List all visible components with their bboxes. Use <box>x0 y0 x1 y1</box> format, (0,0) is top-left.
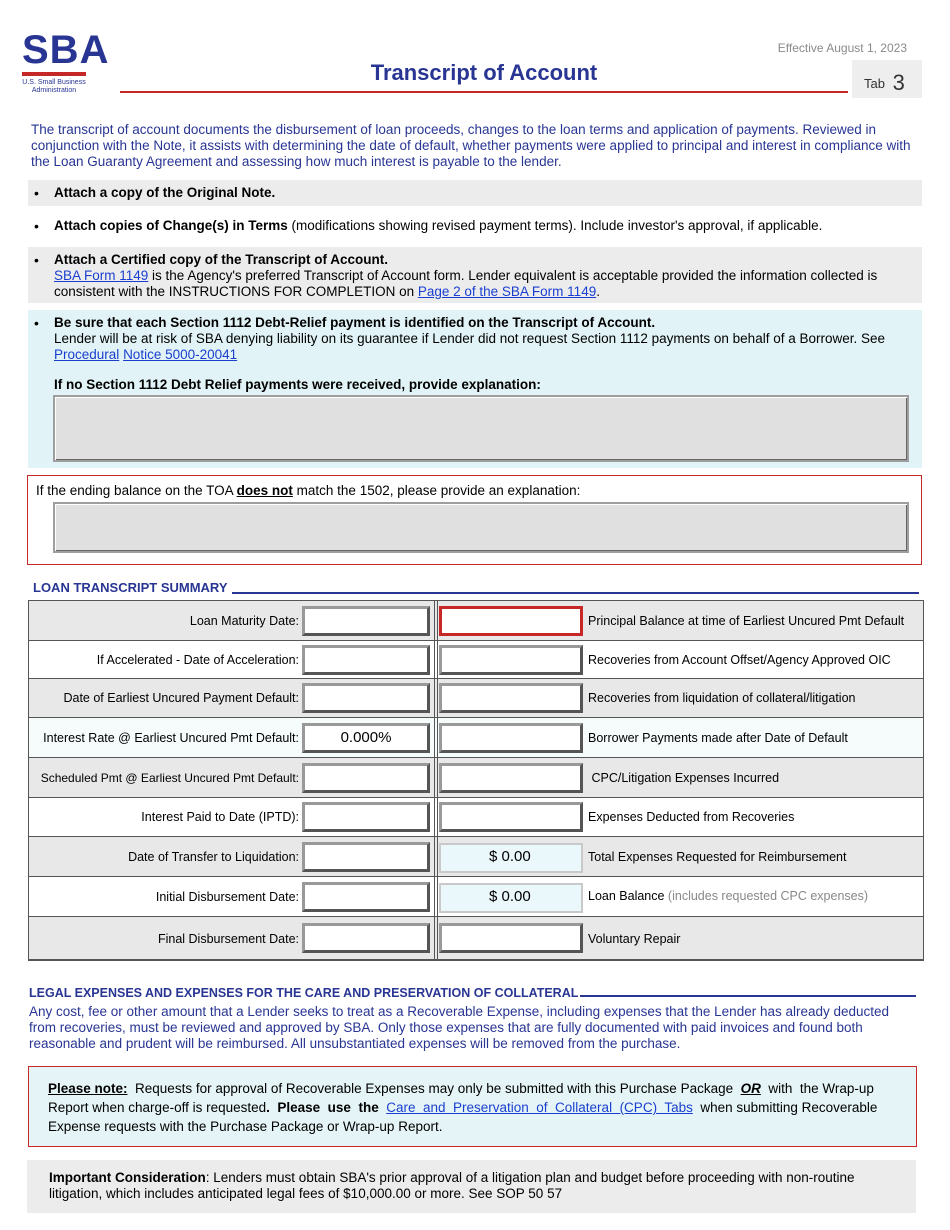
important-consideration-box <box>27 1160 916 1213</box>
summary-row <box>29 758 923 798</box>
initial-disbursement-label: Initial Disbursement Date: <box>155 890 299 904</box>
please-note-text-3: . Please use the <box>266 1100 387 1115</box>
tab-label: Tab <box>864 76 885 91</box>
bullet-band-debt-relief <box>28 310 922 468</box>
debt-relief-prompt: If no Section 1112 Debt Relief payments were received, provide explanation: <box>54 377 541 392</box>
please-note-label: Please note: <box>48 1081 128 1096</box>
borrower-payments-label: Borrower Payments made after Date of Default <box>588 731 848 745</box>
bullet-original-note <box>54 185 912 201</box>
loan-balance-label <box>588 889 868 903</box>
bullet-band-changes <box>28 212 922 240</box>
transfer-liquidation-field[interactable] <box>302 842 430 872</box>
scheduled-pmt-label: Scheduled Pmt @ Earliest Uncured Pmt Default: <box>40 771 299 785</box>
please-note-or: OR <box>740 1081 761 1096</box>
principal-balance-field[interactable] <box>439 606 583 636</box>
bullet-debt-relief <box>54 315 912 363</box>
interest-rate-label: Interest Rate @ Earliest Uncured Pmt Default: <box>43 731 299 745</box>
bullet-band-transcript <box>28 247 922 303</box>
loan-balance-label-text: Loan Balance <box>588 889 665 903</box>
bullet-change-terms-text: (modifications showing revised payment terms). Include investor's approval, if applicable. <box>287 218 823 233</box>
voluntary-repair-field[interactable] <box>439 923 583 953</box>
expenses-deducted-field[interactable] <box>439 802 583 832</box>
sba-form-1149-link[interactable]: SBA Form 1149 <box>54 268 149 283</box>
recoveries-liquidation-label: Recoveries from liquidation of collateral/litigation <box>588 691 856 705</box>
loan-balance-label-note: (includes requested CPC expenses) <box>664 889 869 903</box>
please-note-text: Requests for approval of Recoverable Expenses may only be submitted with this Purchase Package <box>127 1081 741 1096</box>
expenses-deducted-label: Expenses Deducted from Recoveries <box>588 810 795 824</box>
bullet-certified-transcript-text: is the Agency's preferred Transcript of Account form. Lender equivalent is acceptable provided the information collected is consistent with the INSTRUCTIONS FOR COMPLETION on <box>54 268 878 299</box>
bullet-change-terms-bold: Attach copies of Change(s) in Terms <box>54 218 288 233</box>
interest-paid-field[interactable] <box>302 802 430 832</box>
summary-heading: LOAN TRANSCRIPT SUMMARY <box>33 580 228 595</box>
loan-balance-field: $ 0.00 <box>439 883 583 913</box>
loan-summary-table <box>28 600 924 961</box>
notice-5000-20041-link[interactable]: Notice 5000-20041 <box>123 347 238 362</box>
please-note-box <box>28 1066 917 1147</box>
recoveries-offset-field[interactable] <box>439 645 583 675</box>
summary-row <box>29 601 923 641</box>
form-1149-page2-link[interactable]: Page 2 of the SBA Form 1149 <box>417 284 597 299</box>
acceleration-date-label: If Accelerated - Date of Acceleration: <box>96 653 299 667</box>
bullet-certified-transcript-bold: Attach a Certified copy of the Transcript of Account. <box>54 252 389 267</box>
final-disbursement-field[interactable] <box>302 923 430 953</box>
please-note-text-4: when submitting Recoverable Expense requests with the Purchase Package or Wrap-up Report. <box>48 1100 882 1134</box>
legal-rule <box>580 995 916 997</box>
toa-explanation-section <box>27 475 922 565</box>
bullet-original-note-text: Attach a copy of the Original Note. <box>54 185 276 200</box>
bullet-debt-relief-text: Lender will be at risk of SBA denying liability on its guarantee if Lender did not request Section 1112 payments on behalf of a Borrower. See <box>54 331 886 346</box>
earliest-default-date-field[interactable] <box>302 683 430 713</box>
logo-bar <box>22 72 86 76</box>
logo-subtitle: U.S. Small Business Administration <box>22 79 86 94</box>
transfer-liquidation-label: Date of Transfer to Liquidation: <box>128 850 299 864</box>
bullet-certified-transcript <box>54 252 912 300</box>
scheduled-pmt-field[interactable] <box>302 763 430 793</box>
sba-logo <box>22 28 110 110</box>
recoveries-liquidation-field[interactable] <box>439 683 583 713</box>
toa-explanation-field[interactable] <box>53 502 909 553</box>
acceleration-date-field[interactable] <box>302 645 430 675</box>
toa-prompt <box>36 483 580 498</box>
interest-rate-field[interactable]: 0.000% <box>302 723 430 753</box>
effective-date: Effective August 1, 2023 <box>777 41 907 55</box>
cpc-expenses-incurred-label: CPC/Litigation Expenses Incurred <box>588 771 780 785</box>
total-expenses-field: $ 0.00 <box>439 843 583 873</box>
legal-expenses-heading: LEGAL EXPENSES AND EXPENSES FOR THE CARE AND PRESERVATION OF COLLATERAL <box>29 986 579 1000</box>
summary-row <box>29 641 923 679</box>
cpc-tabs-link[interactable]: Care and Preservation of Collateral (CPC) Tabs <box>386 1100 693 1115</box>
summary-row <box>29 837 923 877</box>
bullet-debt-relief-bold: Be sure that each Section 1112 Debt-Relief payment is identified on the Transcript of Account. <box>54 315 656 330</box>
legal-expenses-text: Any cost, fee or other amount that a Lender seeks to treat as a Recoverable Expense, including expenses that the Lender has already deducted from recoveries, must be reviewed and approved by SBA. Only those expenses that are fully documented with paid invoices and found both reasonable and prudent will be reimbursed. All unsubstantiated expenses will be removed from the purchase. <box>29 1004 890 1051</box>
important-label: Important Consideration <box>49 1170 206 1185</box>
summary-row <box>29 877 923 917</box>
loan-maturity-date-label: Loan Maturity Date: <box>189 614 299 628</box>
toa-prompt-emphasis: does not <box>236 483 293 498</box>
logo-letters: SBA <box>22 28 110 72</box>
initial-disbursement-field[interactable] <box>302 882 430 912</box>
borrower-payments-field[interactable] <box>439 723 583 753</box>
cpc-expenses-incurred-field[interactable] <box>439 763 583 793</box>
loan-maturity-date-field[interactable] <box>302 606 430 636</box>
bullet-period: . <box>596 284 600 299</box>
tab-indicator <box>852 60 922 98</box>
tab-number: 3 <box>892 70 905 95</box>
recoveries-offset-label: Recoveries from Account Offset/Agency Approved OIC <box>588 653 891 667</box>
debt-relief-explanation-field[interactable] <box>53 395 909 462</box>
intro-paragraph: The transcript of account documents the disbursement of loan proceeds, changes to the loan terms and application of payments. Reviewed in conjunction with the Note, it assists with determining the date of default, whether payments were applied to principal and interest in compliance with the Loan Guaranty Agreement and assessing how much interest is payable to the lender. <box>31 122 911 169</box>
summary-row <box>29 718 923 758</box>
procedural-link[interactable]: Procedural <box>54 347 120 362</box>
please-note-text-2: with the Wrap-up Report when charge-off is requested <box>48 1081 882 1115</box>
voluntary-repair-label: Voluntary Repair <box>588 932 681 946</box>
bullet-change-terms <box>54 218 912 234</box>
summary-rule <box>232 592 919 594</box>
principal-balance-label: Principal Balance at time of Earliest Uncured Pmt Default <box>588 614 905 628</box>
earliest-default-date-label: Date of Earliest Uncured Payment Default: <box>63 691 299 705</box>
final-disbursement-label: Final Disbursement Date: <box>157 932 299 946</box>
summary-row <box>29 917 923 960</box>
title-rule <box>120 91 848 93</box>
total-expenses-label: Total Expenses Requested for Reimbursement <box>588 850 847 864</box>
summary-row <box>29 798 923 837</box>
important-text: : Lenders must obtain SBA's prior approval of a litigation plan and budget before proceeding with non-routine litigation, which includes anticipated legal fees of $10,000.00 or more. See SOP 50 57 <box>49 1170 855 1201</box>
summary-row <box>29 679 923 718</box>
toa-prompt-text: If the ending balance on the TOA <box>36 483 237 498</box>
table-column-divider <box>434 601 438 960</box>
page-title: Transcript of Account <box>370 60 598 85</box>
interest-paid-label: Interest Paid to Date (IPTD): <box>141 810 299 824</box>
toa-prompt-text-end: match the 1502, please provide an explanation: <box>292 483 581 498</box>
bullet-band-note <box>28 180 922 206</box>
